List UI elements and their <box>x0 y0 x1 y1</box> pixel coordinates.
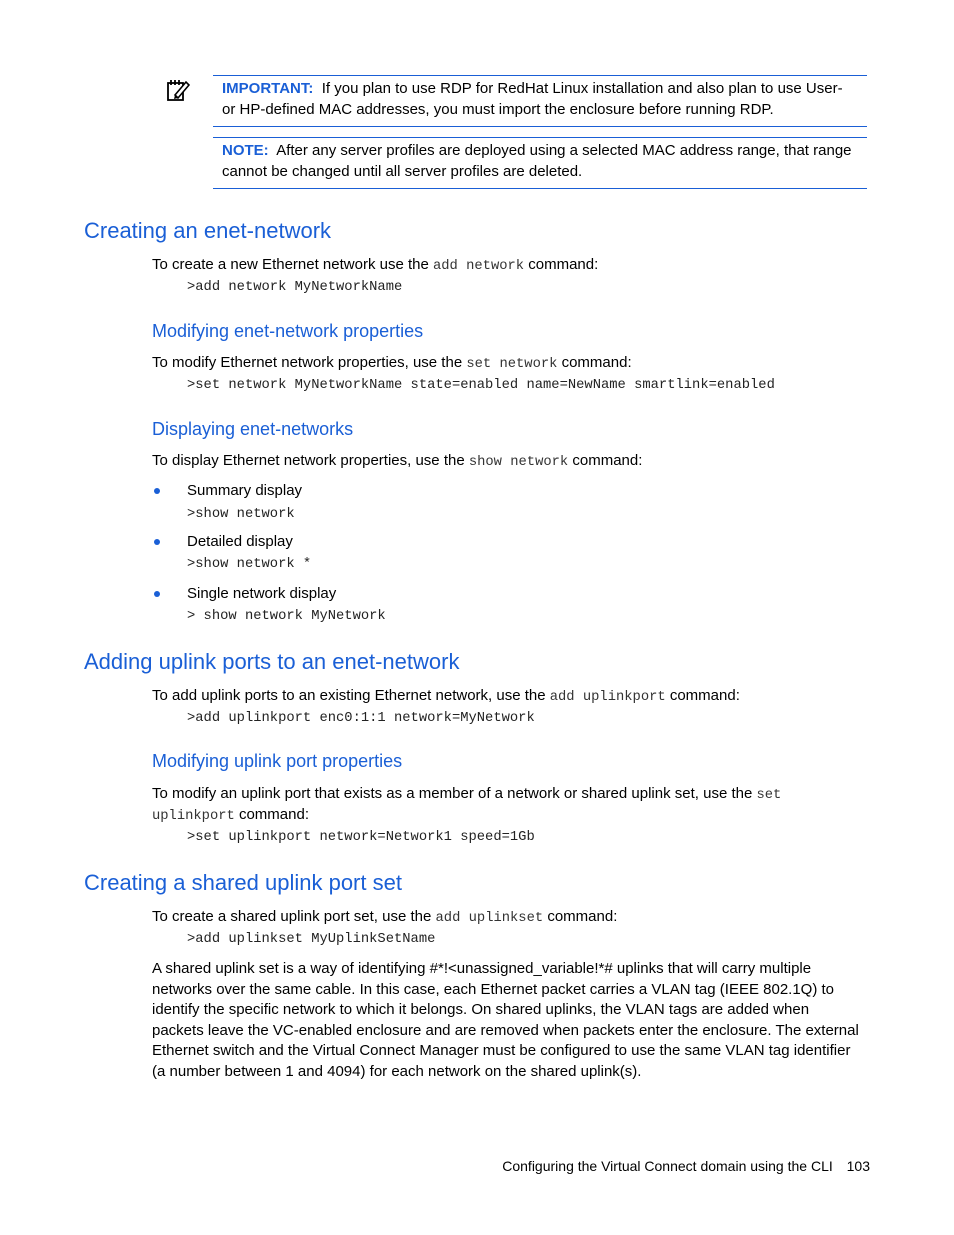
add-uplink-command: >add uplinkport enc0:1:1 network=MyNetwork <box>187 711 535 726</box>
list-item-command: > show network MyNetwork <box>187 609 386 624</box>
heading-add-uplink: Adding uplink ports to an enet-network <box>84 649 460 674</box>
modify-uplink-command: >set uplinkport network=Network1 speed=1Gb <box>187 830 535 845</box>
heading-shared-uplink: Creating a shared uplink port set <box>84 870 402 895</box>
intro-text-after: command: <box>547 908 618 925</box>
list-item-command: >show network <box>187 507 295 522</box>
intro-text-after: command: <box>528 256 599 273</box>
inline-code: add uplinkport <box>549 690 666 705</box>
inline-code: add network <box>433 259 525 274</box>
note-text: After any server profiles are deployed using a selected MAC address range, that range cannot be changed until all server profiles are deleted. <box>222 142 852 180</box>
intro-text-after: command: <box>669 687 740 704</box>
intro-text: To add uplink ports to an existing Ethernet network, use the <box>152 687 546 704</box>
note-top-rule <box>213 137 867 138</box>
intro-text: To create a shared uplink port set, use the <box>152 908 432 925</box>
paragraph-line: networks over the same cable. In this case, each Ethernet packet carries a VLAN tag (IEEE 802.1Q) to <box>152 980 835 998</box>
paragraph-line: (a number between 1 and 4094) for each network on the shared uplink(s). <box>152 1062 642 1080</box>
page-footer <box>502 1158 870 1174</box>
important-text: If you plan to use RDP for RedHat Linux installation and also plan to use User- or HP-defined MAC addresses, you must import the enclosure before running RDP. <box>222 80 843 118</box>
important-bottom-rule <box>213 126 867 127</box>
bullet-dot-icon <box>154 488 160 494</box>
heading-create-network: Creating an enet-network <box>84 218 332 243</box>
note-label: NOTE: <box>222 142 269 159</box>
note-notice <box>222 141 852 182</box>
intro-text: To create a new Ethernet network use the <box>152 256 429 273</box>
note-bottom-rule <box>213 188 867 189</box>
shared-uplink-intro <box>152 907 617 930</box>
heading-modify-network: Modifying enet-network properties <box>152 321 424 341</box>
important-notice <box>222 79 852 120</box>
bullet-dot-icon <box>154 591 160 597</box>
important-label: IMPORTANT: <box>222 80 314 97</box>
intro-text-after: command: <box>572 452 643 469</box>
inline-code: set network <box>466 357 558 372</box>
paragraph-line: A shared uplink set is a way of identifying #*!<unassigned_variable!*# uplinks that will carry multiple <box>152 960 812 977</box>
heading-modify-uplink: Modifying uplink port properties <box>152 751 403 771</box>
inline-code: show network <box>468 455 569 470</box>
footer-title: Configuring the Virtual Connect domain using the CLI <box>502 1158 833 1174</box>
display-networks-intro <box>152 451 642 474</box>
page-number: 103 <box>846 1158 870 1174</box>
paragraph-line: packets leave the VC-enabled enclosure and are removed when packets enter the enclosure. The external <box>152 1021 859 1039</box>
inline-code: set <box>756 788 782 803</box>
shared-uplink-command: >add uplinkset MyUplinkSetName <box>187 932 436 947</box>
modify-network-intro <box>152 353 632 376</box>
modify-network-command: >set network MyNetworkName state=enabled name=NewName smartlink=enabled <box>187 378 775 393</box>
paragraph-line: Ethernet switch and the Virtual Connect Manager must be configured to use the same VLAN tag identifier <box>152 1042 851 1060</box>
list-item-label: Summary display <box>187 482 303 499</box>
list-item-command: >show network * <box>187 557 312 572</box>
modify-uplink-intro-line1 <box>152 784 781 807</box>
modify-uplink-intro-line2 <box>152 805 309 828</box>
important-top-rule <box>213 75 867 76</box>
intro-text: To modify Ethernet network properties, use the <box>152 354 463 371</box>
inline-code: add uplinkset <box>435 911 544 926</box>
list-item-label: Single network display <box>187 585 337 602</box>
intro-text: To display Ethernet network properties, use the <box>152 452 465 469</box>
list-item-label: Detailed display <box>187 533 293 550</box>
create-network-intro <box>152 255 598 278</box>
add-uplink-intro <box>152 686 740 709</box>
intro-text-after: command: <box>238 806 309 823</box>
heading-display-networks: Displaying enet-networks <box>152 419 354 439</box>
intro-text-after: command: <box>561 354 632 371</box>
intro-text: To modify an uplink port that exists as a member of a network or shared uplink set, use the <box>152 785 753 802</box>
create-network-command: >add network MyNetworkName <box>187 280 403 295</box>
bullet-dot-icon <box>154 539 160 545</box>
important-notepad-icon <box>166 78 190 102</box>
paragraph-line: identify the specific network to which it belongs. On shared uplinks, the VLAN tags are added when <box>152 1001 810 1019</box>
shared-uplink-paragraph <box>152 959 872 1083</box>
inline-code: uplinkport <box>152 809 235 824</box>
